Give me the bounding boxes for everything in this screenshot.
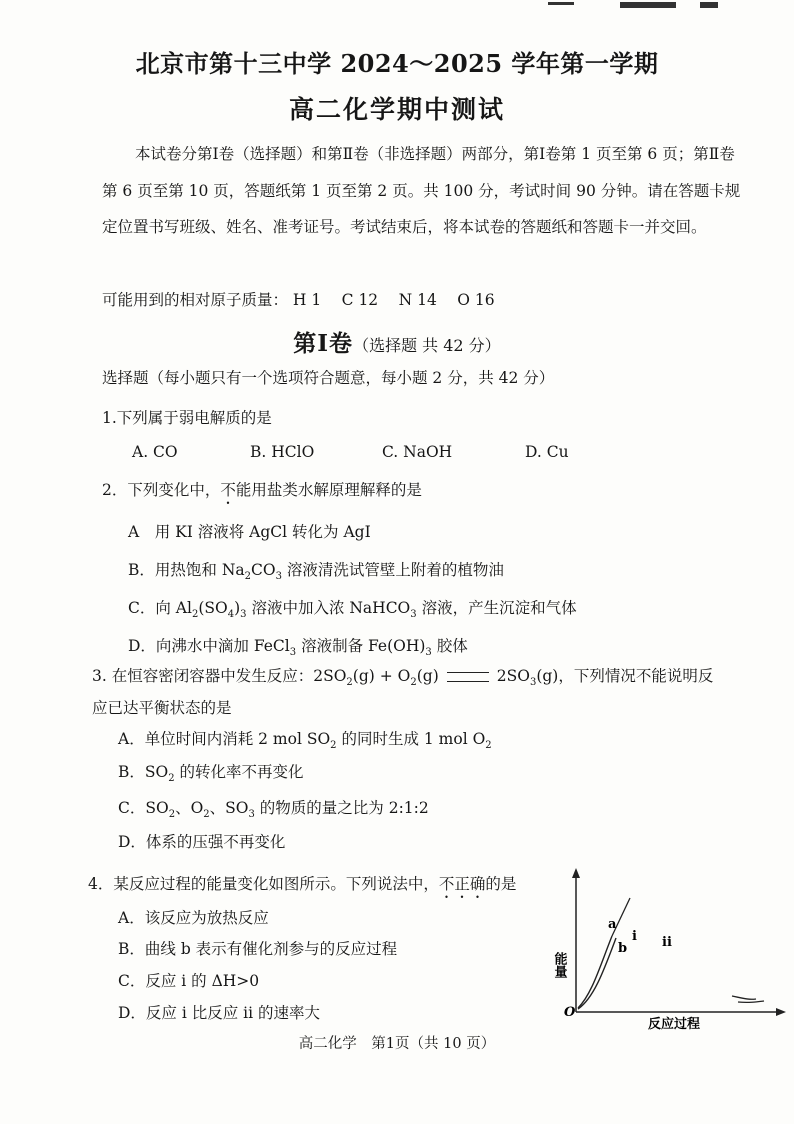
question-1-option-d: D. Cu — [525, 443, 569, 461]
question-3-option-d: D．体系的压强不再变化 — [118, 833, 286, 851]
question-4-option-c: C．反应 i 的 ΔH>0 — [118, 972, 260, 990]
question-3-option-b: B．$SO_2$ 的转化率不再变化 — [118, 763, 304, 785]
curve-a-label: a — [608, 917, 617, 932]
question-1-option-b: B. HClO — [250, 443, 315, 461]
question-4-option-d: D．反应 i 比反应 ii 的速率大 — [118, 1004, 321, 1022]
question-2-option-c: C．向 $Al_2(SO_4)_3$ 溶液中加入浓 NaHCO$_3$ 溶液，产生沉淀和气体 — [128, 599, 577, 621]
page-footer: 高二化学 第1页（共 10 页） — [298, 1036, 496, 1052]
exam-subtitle: 高二化学期中测试 — [288, 95, 505, 124]
exam-title: 北京市第十三中学 2024～2025 学年第一学期 — [135, 49, 659, 78]
section-heading — [0, 325, 794, 358]
question-4-option-a: A．该反应为放热反应 — [118, 909, 269, 927]
y-axis-label: 能量 — [552, 952, 568, 978]
scan-artifact — [620, 2, 676, 8]
question-3-stem-line-2: 应已达平衡状态的是 — [92, 699, 232, 717]
question-2-option-a: A 用 KI 溶液将 AgCl 转化为 AgI — [128, 523, 371, 541]
question-1-stem: 1.下列属于弱电解质的是 — [102, 409, 272, 427]
energy-diagram — [552, 866, 788, 1031]
question-4-option-b: B．曲线 b 表示有催化剂参与的反应过程 — [118, 940, 398, 958]
scan-artifact — [548, 2, 574, 5]
section-instruction: 选择题（每小题只有一个选项符合题意，每小题 2 分，共 42 分） — [102, 369, 555, 387]
reaction-ii-label: ii — [662, 935, 672, 950]
question-4-stem: 4．某反应过程的能量变化如图所示。下列说法中，不正确的是 — [88, 875, 517, 893]
y-axis-arrow-icon — [572, 868, 580, 878]
emphasis-not: 不 — [220, 481, 236, 499]
x-axis-label: 反应过程 — [648, 1016, 701, 1031]
question-1-option-a: A. CO — [132, 443, 178, 461]
reaction-ii-tail — [738, 1001, 764, 1002]
equilibrium-arrow-icon — [447, 672, 489, 682]
reaction-i-label: i — [632, 929, 637, 944]
question-3-stem-line-1: 3. 在恒容密闭容器中发生反应：$2SO_2(g) + O_2(g)$ $2SO_3(g)$，下列情况不能说明反 — [92, 667, 714, 689]
reaction-ii-tail — [732, 996, 756, 999]
section-title: 第Ⅰ卷 — [293, 330, 354, 357]
x-axis-arrow-icon — [776, 1008, 786, 1016]
section-note: （选择题 共 42 分） — [353, 336, 501, 355]
emphasis-incorrect: 不正确 — [438, 875, 486, 893]
question-3-option-a: A．单位时间内消耗 2 mol $SO_2$ 的同时生成 1 mol $O_2$ — [118, 730, 492, 752]
curve-b-label: b — [618, 941, 628, 956]
question-3-option-c: C．$SO_2$、$O_2$、$SO_3$ 的物质的量之比为 2:1:2 — [118, 799, 429, 821]
question-1-option-c: C. NaOH — [382, 443, 453, 461]
atomic-mass-line: 可能用到的相对原子质量： H 1 C 12 N 14 O 16 — [102, 291, 495, 309]
question-2-option-d: D．向沸水中滴加 FeCl$_3$ 溶液制备 $Fe(OH)_3$ 胶体 — [128, 637, 468, 659]
curve-a — [578, 936, 612, 1008]
origin-label: O — [564, 1005, 576, 1020]
question-2-option-b: B．用热饱和 $Na_2CO_3$ 溶液清洗试管壁上附着的植物油 — [128, 561, 504, 583]
question-2-stem: 2．下列变化中，不能用盐类水解原理解释的是 — [102, 481, 422, 499]
scan-artifact — [700, 2, 718, 8]
exam-instructions: 本试卷分第Ⅰ卷（选择题）和第Ⅱ卷（非选择题）两部分，第Ⅰ卷第 1 页至第 6 页；第Ⅱ卷第 6 页至第 10 页，答题纸第 1 页至第 2 页。共 100 分，考试时间 90 分钟。请在答题卡规定位置书写班级、姓名、准考证号。考试结束后，将本试卷的答题纸和答题卡一并交回。 — [102, 145, 741, 236]
